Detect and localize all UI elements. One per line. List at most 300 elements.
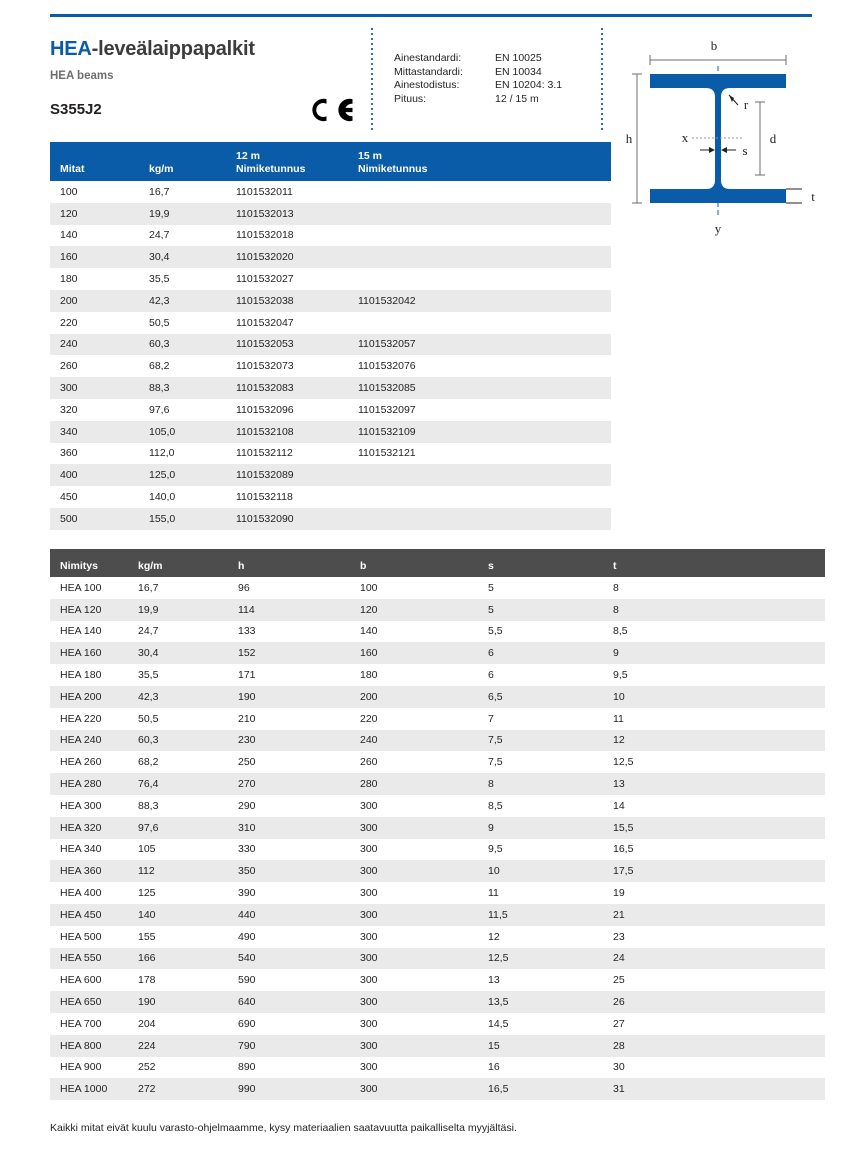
standards-value: EN 10025	[495, 52, 542, 64]
table-cell: 270	[238, 773, 360, 795]
table-cell: 260	[50, 355, 149, 377]
table-cell: 21	[613, 904, 825, 926]
table-row	[50, 664, 825, 686]
table-cell: 76,4	[138, 773, 238, 795]
table-cell: 1101532096	[236, 399, 358, 421]
table-cell: 120	[50, 203, 149, 225]
col-header-line1: 12 m	[236, 150, 260, 163]
table-cell: 1101532018	[236, 225, 358, 247]
table-cell: 15	[488, 1035, 613, 1057]
table-cell: 5,5	[488, 621, 613, 643]
table-cell: 1101532020	[236, 246, 358, 268]
table-cell: 30	[613, 1057, 825, 1079]
table-cell: 14,5	[488, 1013, 613, 1035]
table-cell: 112,0	[149, 443, 236, 465]
table-cell: 400	[50, 464, 149, 486]
table-row	[50, 751, 825, 773]
table-cell: 28	[613, 1035, 825, 1057]
table-cell: 11	[613, 708, 825, 730]
table-cell: 12,5	[488, 948, 613, 970]
table-cell: 8,5	[488, 795, 613, 817]
table-cell: 114	[238, 599, 360, 621]
table-cell: 224	[138, 1035, 238, 1057]
table-cell: 26	[613, 991, 825, 1013]
table-cell: 100	[360, 577, 488, 599]
table-cell: 68,2	[138, 751, 238, 773]
table-cell: HEA 260	[50, 751, 138, 773]
table-cell: 166	[138, 948, 238, 970]
table-row	[50, 1078, 825, 1100]
standards-row	[394, 79, 562, 93]
standards-row	[394, 93, 562, 107]
table-cell: HEA 500	[50, 926, 138, 948]
table-cell: 330	[238, 839, 360, 861]
table-cell: 9	[613, 642, 825, 664]
table-cell: 390	[238, 882, 360, 904]
table-cell: 7	[488, 708, 613, 730]
table-cell: 8	[613, 577, 825, 599]
table-cell: 290	[238, 795, 360, 817]
table-cell: 200	[50, 290, 149, 312]
table-cell: 25	[613, 969, 825, 991]
table-cell: HEA 1000	[50, 1078, 138, 1100]
table-cell: 590	[238, 969, 360, 991]
col-header-mitat	[50, 142, 149, 181]
page-title-brand: HEA	[50, 38, 92, 60]
table-cell: 320	[50, 399, 149, 421]
table-cell: 1101532027	[236, 268, 358, 290]
table-cell: 140	[138, 904, 238, 926]
table-cell	[358, 312, 611, 334]
table-cell: 252	[138, 1057, 238, 1079]
table-cell: 42,3	[149, 290, 236, 312]
table-row	[50, 312, 611, 334]
table-cell: HEA 240	[50, 730, 138, 752]
table-cell: 133	[238, 621, 360, 643]
table-cell: 5	[488, 599, 613, 621]
table-row	[50, 377, 611, 399]
standards-label: Ainestandardi:	[394, 52, 462, 64]
table-cell: HEA 200	[50, 686, 138, 708]
table-cell: 300	[360, 969, 488, 991]
table-cell: 640	[238, 991, 360, 1013]
standards-label: Mittastandardi:	[394, 65, 463, 78]
table-cell: 125	[138, 882, 238, 904]
table-cell: 35,5	[149, 268, 236, 290]
table-cell: HEA 100	[50, 577, 138, 599]
table-cell: 35,5	[138, 664, 238, 686]
table-cell: 500	[50, 508, 149, 530]
table-cell: 16,5	[488, 1078, 613, 1100]
table-cell: 260	[360, 751, 488, 773]
table-cell: 1101532047	[236, 312, 358, 334]
col-header-kgm	[149, 142, 236, 181]
page-title	[50, 38, 255, 61]
label-d: d	[769, 131, 777, 146]
table-cell: 1101532118	[236, 486, 358, 508]
table-cell: 1101532057	[358, 334, 611, 356]
standards-label: Ainestodistus:	[394, 79, 460, 92]
table-row	[50, 399, 611, 421]
col-header-b: b	[360, 549, 488, 577]
table-cell: 11	[488, 882, 613, 904]
table-cell: 15,5	[613, 817, 825, 839]
table-row	[50, 795, 825, 817]
table-row	[50, 421, 611, 443]
table-cell: 300	[360, 860, 488, 882]
table-cell: 1101532112	[236, 443, 358, 465]
table-cell: 9,5	[488, 839, 613, 861]
table-cell: 180	[50, 268, 149, 290]
page-subtitle: HEA beams	[50, 70, 114, 82]
page-title-rest: -leveälaippapalkit	[91, 38, 255, 60]
header-divider-left	[371, 28, 373, 132]
table-cell: 204	[138, 1013, 238, 1035]
col-header-line1: 15 m	[358, 150, 382, 163]
table-cell: 19,9	[149, 203, 236, 225]
table-cell: 13,5	[488, 991, 613, 1013]
table-cell: 300	[360, 926, 488, 948]
table-cell: 300	[360, 1057, 488, 1079]
top-accent-rule	[50, 14, 812, 17]
table-row	[50, 464, 611, 486]
table-row	[50, 443, 611, 465]
table-cell: 30,4	[149, 246, 236, 268]
col-header-t: t	[613, 549, 825, 577]
table-cell: 300	[360, 904, 488, 926]
table-cell: 1101532109	[358, 421, 611, 443]
table-cell: 96	[238, 577, 360, 599]
table-cell: 13	[488, 969, 613, 991]
table-cell: 6	[488, 664, 613, 686]
table-row	[50, 817, 825, 839]
table-cell	[358, 246, 611, 268]
label-r: r	[743, 97, 749, 112]
table-cell: 1101532089	[236, 464, 358, 486]
table-row	[50, 621, 825, 643]
col-header-12m-code	[236, 142, 358, 181]
table-row	[50, 1035, 825, 1057]
table-cell: 30,4	[138, 642, 238, 664]
table-cell: 1101532053	[236, 334, 358, 356]
table-row	[50, 334, 611, 356]
table-cell: 12	[613, 730, 825, 752]
table-cell: 360	[50, 443, 149, 465]
table-cell: HEA 320	[50, 817, 138, 839]
table-cell: 155	[138, 926, 238, 948]
table-cell: HEA 300	[50, 795, 138, 817]
table-cell: HEA 160	[50, 642, 138, 664]
table-cell: 310	[238, 817, 360, 839]
table-row	[50, 486, 611, 508]
table-cell	[358, 464, 611, 486]
table-cell: 490	[238, 926, 360, 948]
table-cell: HEA 900	[50, 1057, 138, 1079]
product-codes-table-body	[50, 181, 611, 530]
table-cell: 1101532097	[358, 399, 611, 421]
table-cell: 60,3	[138, 730, 238, 752]
table-cell	[358, 225, 611, 247]
table-cell	[358, 181, 611, 203]
table-row	[50, 268, 611, 290]
label-t: t	[811, 189, 815, 204]
table-cell: 24,7	[149, 225, 236, 247]
dimensions-table-head	[50, 549, 825, 577]
table-cell: 300	[360, 839, 488, 861]
table-cell: 155,0	[149, 508, 236, 530]
table-cell: 5	[488, 577, 613, 599]
table-row	[50, 730, 825, 752]
table-row	[50, 686, 825, 708]
table-cell: 1101532038	[236, 290, 358, 312]
table-cell: 9,5	[613, 664, 825, 686]
table-cell: 171	[238, 664, 360, 686]
table-cell: 140	[360, 621, 488, 643]
table-cell	[358, 508, 611, 530]
table-cell: 8	[613, 599, 825, 621]
col-header-s: s	[488, 549, 613, 577]
table-cell: 23	[613, 926, 825, 948]
dimensions-table-body	[50, 577, 825, 1100]
table-cell: 16,5	[613, 839, 825, 861]
table-cell: HEA 220	[50, 708, 138, 730]
table-cell: 97,6	[138, 817, 238, 839]
table-row	[50, 355, 611, 377]
table-header-row	[50, 142, 611, 181]
table-cell: 1101532083	[236, 377, 358, 399]
table-cell: 1101532090	[236, 508, 358, 530]
table-cell: 105,0	[149, 421, 236, 443]
table-cell: HEA 550	[50, 948, 138, 970]
table-cell: 180	[360, 664, 488, 686]
table-cell: 100	[50, 181, 149, 203]
table-cell: 60,3	[149, 334, 236, 356]
table-row	[50, 181, 611, 203]
table-cell: 160	[50, 246, 149, 268]
table-cell: 220	[360, 708, 488, 730]
table-cell: 300	[360, 1035, 488, 1057]
table-cell: 340	[50, 421, 149, 443]
table-cell: 27	[613, 1013, 825, 1035]
table-row	[50, 577, 825, 599]
table-cell: 300	[50, 377, 149, 399]
table-cell: HEA 450	[50, 904, 138, 926]
table-cell: 300	[360, 1078, 488, 1100]
table-cell: 7,5	[488, 751, 613, 773]
table-cell: 272	[138, 1078, 238, 1100]
table-cell: 6	[488, 642, 613, 664]
table-cell: 17,5	[613, 860, 825, 882]
col-header-kgm: kg/m	[138, 549, 238, 577]
table-cell: 1101532076	[358, 355, 611, 377]
table-cell: 1101532042	[358, 290, 611, 312]
standards-label: Pituus:	[394, 92, 427, 105]
table-cell: HEA 280	[50, 773, 138, 795]
standards-list	[394, 52, 562, 106]
table-cell: 31	[613, 1078, 825, 1100]
table-row	[50, 1013, 825, 1035]
standards-row	[394, 52, 562, 66]
dimensions-table	[50, 549, 825, 1100]
table-cell: 16,7	[149, 181, 236, 203]
table-cell: 97,6	[149, 399, 236, 421]
table-cell: 24,7	[138, 621, 238, 643]
table-row	[50, 926, 825, 948]
steel-grade: S355J2	[50, 101, 102, 118]
table-cell: 68,2	[149, 355, 236, 377]
table-row	[50, 508, 611, 530]
table-cell: 1101532121	[358, 443, 611, 465]
table-cell: 690	[238, 1013, 360, 1035]
table-cell: HEA 180	[50, 664, 138, 686]
standards-value: EN 10204: 3.1	[495, 79, 563, 92]
table-cell: 178	[138, 969, 238, 991]
table-cell: 890	[238, 1057, 360, 1079]
table-cell: 1101532108	[236, 421, 358, 443]
table-cell: 6,5	[488, 686, 613, 708]
col-header-nimitys: Nimitys	[50, 549, 138, 577]
table-cell: 50,5	[138, 708, 238, 730]
table-cell: 8	[488, 773, 613, 795]
table-cell: 1101532013	[236, 203, 358, 225]
table-row	[50, 642, 825, 664]
ce-mark-icon	[307, 96, 353, 124]
table-cell: 14	[613, 795, 825, 817]
header-divider-right	[601, 28, 603, 132]
table-cell	[358, 203, 611, 225]
table-cell: 350	[238, 860, 360, 882]
table-row	[50, 904, 825, 926]
label-y: y	[714, 221, 722, 236]
table-cell: 1101532085	[358, 377, 611, 399]
table-cell: HEA 700	[50, 1013, 138, 1035]
table-cell: 300	[360, 795, 488, 817]
table-cell: 112	[138, 860, 238, 882]
table-row	[50, 860, 825, 882]
table-cell: 440	[238, 904, 360, 926]
label-h: h	[626, 131, 633, 146]
table-cell: 230	[238, 730, 360, 752]
table-row	[50, 246, 611, 268]
table-cell	[358, 486, 611, 508]
table-cell: 12	[488, 926, 613, 948]
table-row	[50, 290, 611, 312]
label-x: x	[681, 130, 689, 145]
product-codes-table-head	[50, 142, 611, 181]
footnote: Kaikki mitat eivät kuulu varasto-ohjelmaamme, kysy materiaalien saatavuutta paikalliselta myyjältäsi.	[50, 1122, 517, 1134]
beam-cross-section-diagram	[626, 30, 836, 245]
table-cell: 19	[613, 882, 825, 904]
table-cell: 140,0	[149, 486, 236, 508]
table-cell: 450	[50, 486, 149, 508]
table-cell: 300	[360, 948, 488, 970]
table-row	[50, 773, 825, 795]
table-cell: 9	[488, 817, 613, 839]
table-cell: 240	[360, 730, 488, 752]
table-cell: 16,7	[138, 577, 238, 599]
table-cell: 190	[238, 686, 360, 708]
table-cell: 140	[50, 225, 149, 247]
table-cell: 300	[360, 1013, 488, 1035]
table-cell: 250	[238, 751, 360, 773]
table-row	[50, 225, 611, 247]
table-cell: 220	[50, 312, 149, 334]
table-cell: HEA 600	[50, 969, 138, 991]
table-cell: HEA 650	[50, 991, 138, 1013]
table-cell: HEA 140	[50, 621, 138, 643]
table-row	[50, 839, 825, 861]
table-cell: 42,3	[138, 686, 238, 708]
table-cell: 300	[360, 991, 488, 1013]
table-cell: 125,0	[149, 464, 236, 486]
table-row	[50, 203, 611, 225]
table-cell: HEA 340	[50, 839, 138, 861]
table-row	[50, 948, 825, 970]
table-cell: 120	[360, 599, 488, 621]
table-cell: 210	[238, 708, 360, 730]
table-cell: 790	[238, 1035, 360, 1057]
table-cell: 1101532073	[236, 355, 358, 377]
table-cell: HEA 360	[50, 860, 138, 882]
table-cell: 88,3	[149, 377, 236, 399]
table-cell: 160	[360, 642, 488, 664]
col-header-line2: Mitat	[60, 162, 85, 175]
col-header-line2: kg/m	[149, 162, 174, 175]
table-row	[50, 1057, 825, 1079]
col-header-line2: Nimiketunnus	[358, 162, 428, 175]
table-cell: 280	[360, 773, 488, 795]
table-cell: 88,3	[138, 795, 238, 817]
table-cell: 50,5	[149, 312, 236, 334]
table-cell: 24	[613, 948, 825, 970]
table-cell: 300	[360, 882, 488, 904]
table-cell: 10	[488, 860, 613, 882]
table-cell: 540	[238, 948, 360, 970]
label-s: s	[742, 143, 748, 158]
table-row	[50, 882, 825, 904]
table-cell	[358, 268, 611, 290]
table-cell: 12,5	[613, 751, 825, 773]
table-cell: 300	[360, 817, 488, 839]
table-cell: 10	[613, 686, 825, 708]
col-header-h: h	[238, 549, 360, 577]
table-cell: 13	[613, 773, 825, 795]
table-cell: 16	[488, 1057, 613, 1079]
standards-row	[394, 66, 562, 80]
col-header-line2: Nimiketunnus	[236, 162, 306, 175]
table-cell: HEA 120	[50, 599, 138, 621]
table-row	[50, 708, 825, 730]
standards-value: 12 / 15 m	[495, 92, 539, 105]
table-cell: 7,5	[488, 730, 613, 752]
table-cell: HEA 800	[50, 1035, 138, 1057]
col-header-15m-code	[358, 142, 611, 181]
table-cell: 200	[360, 686, 488, 708]
table-cell: 990	[238, 1078, 360, 1100]
table-cell: 11,5	[488, 904, 613, 926]
table-cell: 19,9	[138, 599, 238, 621]
table-cell: 190	[138, 991, 238, 1013]
label-b: b	[710, 38, 718, 53]
table-cell: 105	[138, 839, 238, 861]
table-header-row	[50, 549, 825, 577]
table-row	[50, 991, 825, 1013]
table-row	[50, 969, 825, 991]
table-cell: 240	[50, 334, 149, 356]
product-codes-table	[50, 142, 611, 530]
table-cell: 1101532011	[236, 181, 358, 203]
table-cell: 8,5	[613, 621, 825, 643]
